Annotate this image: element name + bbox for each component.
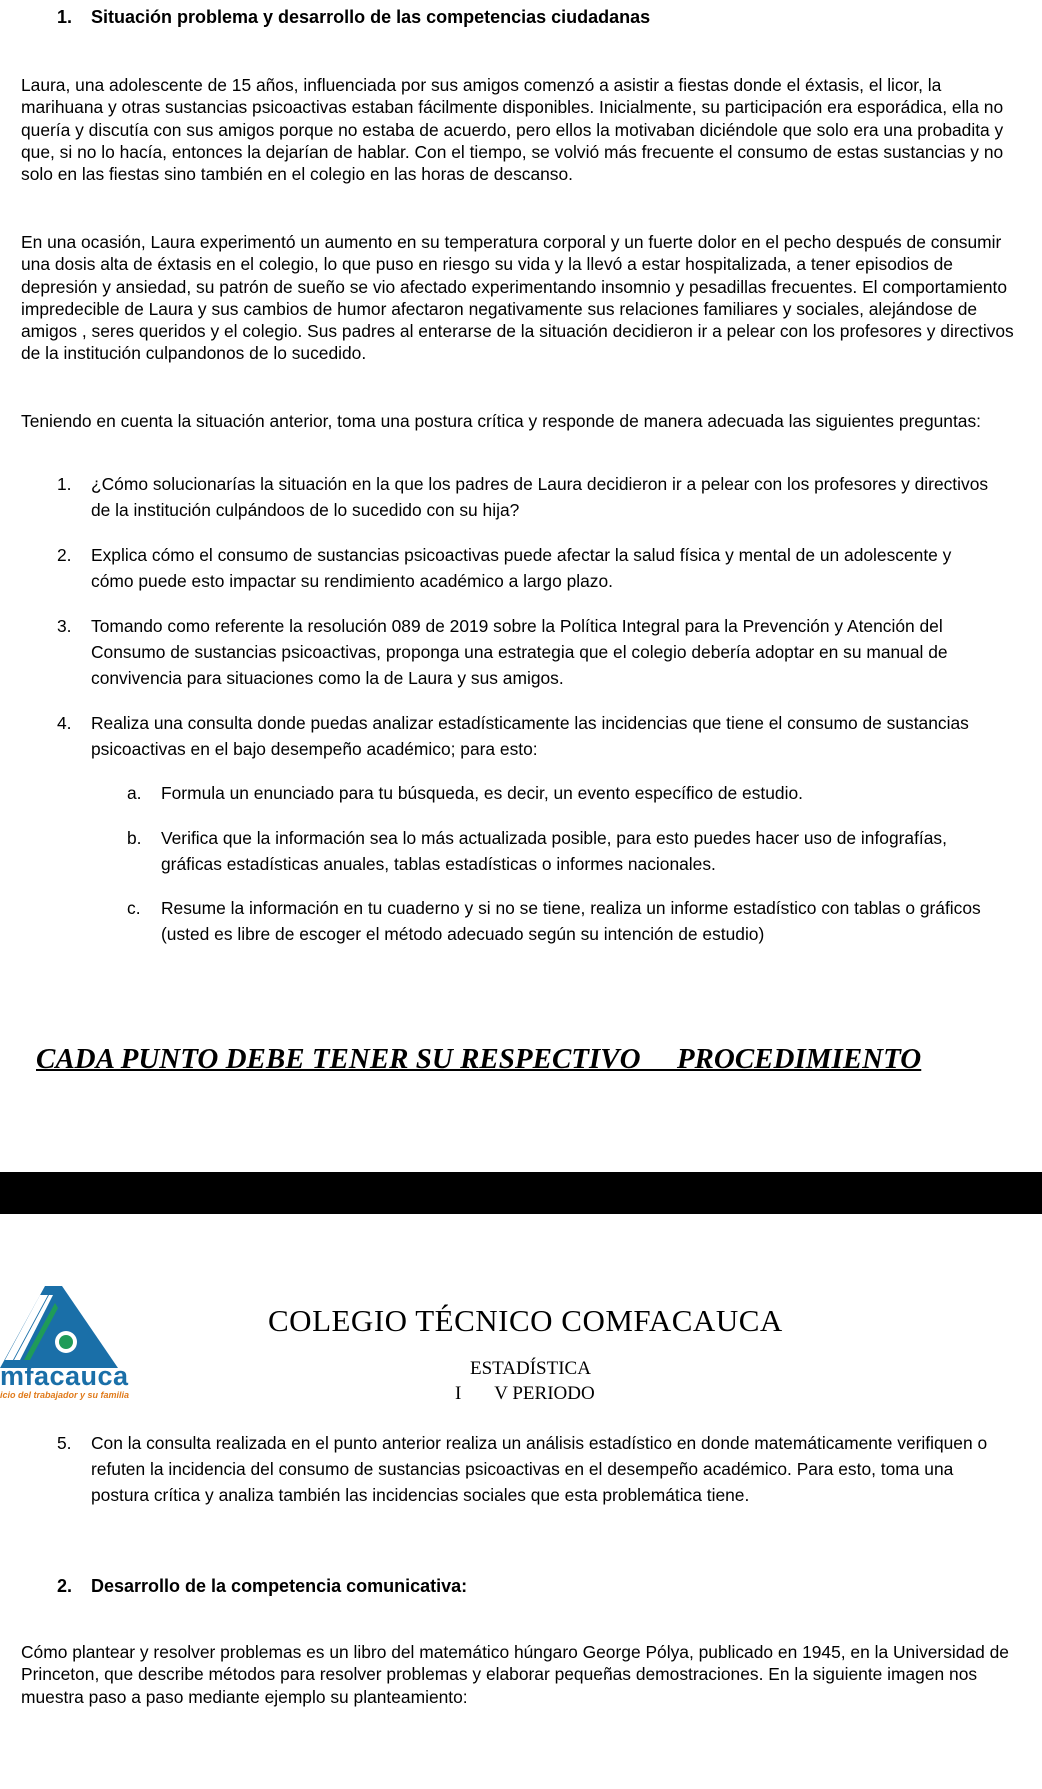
question-4 (57, 710, 1007, 766)
question-number: 4. (57, 713, 72, 733)
question-number: 5. (57, 1433, 72, 1453)
question-text: Explica cómo el consumo de sustancias psicoactivas puede afectar la salud física y mental de un adolescente y cómo puede esto impactar su rendimiento académico a largo plazo. (91, 545, 952, 591)
question-text: Con la consulta realizada en el punto anterior realiza un análisis estadístico en donde matemáticamente verifiquen o refuten la incidencia del consumo de sustancias psicoactivas en el desempeño académico. Para esto, toma una postura crítica y analiza también las incidencias sociales que esta problemática tiene. (91, 1433, 988, 1505)
logo-tagline: icio del trabajador y su familia (0, 1390, 130, 1400)
question-2 (57, 542, 1007, 598)
subitem-text: Resume la información en tu cuaderno y si no se tiene, realiza un informe estadístico con tablas o gráficos (usted es libre de escoger el método adecuado según su intención de estudio) (161, 898, 981, 944)
period-label: I V PERIODO (455, 1383, 595, 1404)
subitem-b (127, 825, 1007, 881)
procedure-notice: CADA PUNTO DEBE TENER SU RESPECTIVO PROCEDIMIENTO (36, 1043, 922, 1075)
comfacauca-logo (0, 1280, 140, 1400)
section-1-number: 1. (57, 7, 73, 27)
paragraph-polya: Cómo plantear y resolver problemas es un libro del matemático húngaro George Pólya, publicado en 1945, en la Universidad de Princeton, que describe métodos para resolver problemas y elaborar pequeñas demostraciones. En la siguiente imagen nos muestra paso a paso mediante ejemplo su planteamiento: (21, 1642, 1009, 1707)
subitem-c (127, 895, 1007, 951)
page-separator-band (0, 1172, 1042, 1214)
question-1 (57, 471, 1007, 527)
question-number: 1. (57, 474, 72, 494)
question-number: 3. (57, 616, 72, 636)
subitem-letter: c. (127, 898, 141, 918)
school-name: COLEGIO TÉCNICO COMFACAUCA (268, 1303, 783, 1338)
section-1-title (57, 6, 1017, 28)
paragraph-laura-hospital: En una ocasión, Laura experimentó un aumento en su temperatura corporal y un fuerte dolor en el pecho después de consumir una dosis alta de éxtasis en el colegio, lo que puso en riesgo su vida y la llevó a estar hospitalizada, a tener episodios de depresión y ansiedad, su patrón de sueño se vio afectado experimentando insomnio y pesadillas frecuentes. El comportamiento impredecible de Laura y sus cambios de humor afectaron negativamente sus relaciones familiares y sociales, alejándose de amigos , seres queridos y el colegio. Sus padres al enterarse de la situación decidieron ir a pelear con los profesores y directivos de la institución culpandonos de lo sucedido. (21, 232, 1014, 364)
section-2-title-text: Desarrollo de la competencia comunicativa: (91, 1576, 468, 1596)
paragraph-laura-intro: Laura, una adolescente de 15 años, influenciada por sus amigos comenzó a asistir a fiestas donde el éxtasis, el licor, la marihuana y otras sustancias psicoactivas estaban fácilmente disponibles. Inicialmente, su participación era esporádica, ella no quería y discutía con sus amigos porque no estaba de acuerdo, pero ellos la motivaban diciéndole que solo era una probadita y que, si no lo hacía, entonces la dejarían de hablar. Con el tiempo, se volvió más frecuente el consumo de estas sustancias y no solo en las fiestas sino también en el colegio en las horas de descanso. (21, 75, 1004, 185)
subject-name: ESTADÍSTICA (470, 1358, 591, 1379)
question-5 (57, 1430, 1007, 1540)
section-2-title (57, 1575, 1017, 1597)
subitem-letter: a. (127, 783, 142, 803)
subitem-a (127, 780, 1007, 810)
question-text: Realiza una consulta donde puedas analizar estadísticamente las incidencias que tiene el consumo de sustancias psicoactivas en el bajo desempeño académico; para esto: (91, 713, 969, 759)
paragraph-instructions: Teniendo en cuenta la situación anterior, toma una postura crítica y responde de manera adecuada las siguientes preguntas: (21, 411, 981, 431)
question-3 (57, 613, 1007, 695)
comfacauca-logo-icon (0, 1280, 140, 1370)
subitem-letter: b. (127, 828, 142, 848)
question-number: 2. (57, 545, 72, 565)
section-1-title-text: Situación problema y desarrollo de las competencias ciudadanas (91, 7, 651, 27)
question-text: ¿Cómo solucionarías la situación en la que los padres de Laura decidieron ir a pelear con los profesores y directivos de la institución culpándoos de lo sucedido con su hija? (91, 474, 989, 520)
section-2-number: 2. (57, 1576, 73, 1596)
question-text: Tomando como referente la resolución 089 de 2019 sobre la Política Integral para la Prevención y Atención del Consumo de sustancias psicoactivas, proponga una estrategia que el colegio debería adoptar en su manual de convivencia para situaciones como la de Laura y sus amigos. (91, 616, 948, 688)
logo-wordmark: mfacauca (0, 1361, 129, 1391)
subitem-text: Formula un enunciado para tu búsqueda, es decir, un evento específico de estudio. (161, 783, 803, 803)
subitem-text: Verifica que la información sea lo más actualizada posible, para esto puedes hacer uso de infografías, gráficas estadísticas anuales, tablas estadísticas o informes nacionales. (161, 828, 947, 874)
